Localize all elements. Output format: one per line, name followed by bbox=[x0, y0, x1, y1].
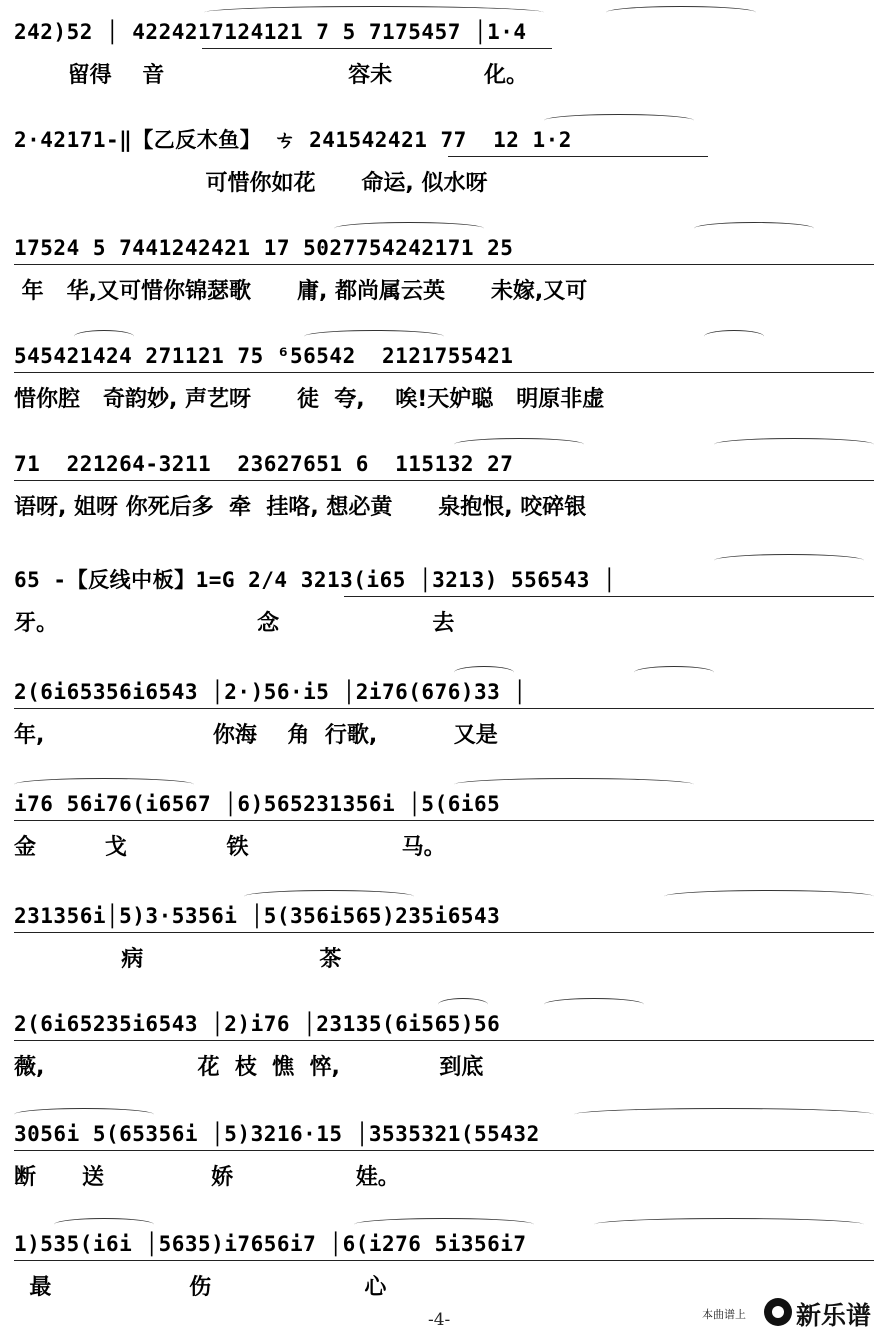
underline-beam bbox=[14, 932, 874, 933]
score-system bbox=[14, 560, 876, 660]
underline-beam bbox=[14, 708, 874, 709]
lyrics-line: 牙。 念 去 bbox=[14, 611, 455, 636]
slur bbox=[454, 438, 584, 451]
notation-line: 65 -【反线中板】1=G 2/4 3213(i65 │3213) 556543 │ bbox=[14, 568, 617, 592]
slur bbox=[438, 998, 488, 1011]
slur bbox=[74, 330, 134, 343]
underline-beam bbox=[14, 372, 874, 373]
notation-line: 2·42171-‖【乙反木鱼】 ㄘ 241542421 77 12 1·2 bbox=[14, 128, 572, 152]
score-system bbox=[14, 444, 876, 544]
notation-line: 2(6i65356i6543 │2·)56·i5 │2i76(676)33 │ bbox=[14, 680, 527, 704]
page-number: -4- bbox=[428, 1310, 451, 1330]
lyrics-line: 病 茶 bbox=[14, 947, 342, 972]
brand-watermark bbox=[702, 1296, 878, 1328]
score-system bbox=[14, 896, 876, 996]
score-system bbox=[14, 12, 876, 112]
underline-beam bbox=[14, 1260, 874, 1261]
slur bbox=[714, 554, 864, 567]
underline-beam bbox=[14, 820, 874, 821]
underline-beam bbox=[448, 156, 708, 157]
lyrics-line: 年 华,又可惜你锦瑟歌 庸, 都尚属云英 未嫁,又可 bbox=[14, 279, 588, 304]
notation-line: 242)52 │ 4224217124121 7 5 7175457 │1·4 bbox=[14, 20, 527, 44]
slur bbox=[14, 1108, 154, 1121]
slur bbox=[544, 114, 694, 127]
notation-line: 2(6i65235i6543 │2)i76 │23135(6i565)56 bbox=[14, 1012, 501, 1036]
score-system bbox=[14, 120, 876, 220]
slur bbox=[354, 1218, 534, 1231]
brand-caption: 本曲谱上 bbox=[702, 1308, 746, 1321]
lyrics-line: 断 送 娇 娃。 bbox=[14, 1165, 400, 1190]
slur bbox=[454, 778, 694, 791]
record-logo-icon bbox=[764, 1298, 792, 1326]
underline-beam bbox=[202, 48, 552, 49]
slur bbox=[664, 890, 874, 903]
slur bbox=[204, 6, 544, 19]
notation-line: i76 56i76(i6567 │6)565231356i │5(6i65 bbox=[14, 792, 501, 816]
score-system bbox=[14, 336, 876, 436]
lyrics-line: 语呀, 姐呀 你死后多 牵 挂咯, 想必黄 泉抱恨, 咬碎银 bbox=[14, 495, 587, 520]
score-system bbox=[14, 672, 876, 772]
slur bbox=[334, 222, 484, 235]
slur bbox=[694, 222, 814, 235]
slur bbox=[634, 666, 714, 679]
lyrics-line: 惜你腔 奇韵妙, 声艺呀 徒 夸, 唉!天妒聪 明原非虚 bbox=[14, 387, 605, 412]
lyrics-line: 留得 音 容未 化。 bbox=[14, 63, 528, 88]
score-system bbox=[14, 784, 876, 884]
underline-beam bbox=[14, 1150, 874, 1151]
slur bbox=[14, 778, 194, 791]
score-system bbox=[14, 228, 876, 328]
slur bbox=[544, 998, 644, 1011]
notation-line: 3056i 5(65356i │5)3216·15 │3535321(55432 bbox=[14, 1122, 540, 1146]
notation-line: 71 221264-3211 23627651 6 115132 27 bbox=[14, 452, 514, 476]
slur bbox=[714, 438, 874, 451]
notation-line: 231356i│5)3·5356i │5(356i565)235i6543 bbox=[14, 904, 501, 928]
lyrics-line: 金 戈 铁 马。 bbox=[14, 835, 446, 860]
slur bbox=[574, 1108, 874, 1121]
underline-beam bbox=[14, 264, 874, 265]
slur bbox=[594, 1218, 864, 1231]
lyrics-line: 年, 你海 角 行歌, 又是 bbox=[14, 723, 498, 748]
notation-line: 545421424 271121 75 ⁶56542 2121755421 bbox=[14, 344, 514, 368]
notation-line: 17524 5 7441242421 17 5027754242171 25 bbox=[14, 236, 514, 260]
underline-beam bbox=[14, 480, 874, 481]
brand-name: 新乐谱 bbox=[796, 1301, 872, 1330]
notation-line: 1)535(i6i │5635)i7656i7 │6(i276 5i356i7 bbox=[14, 1232, 527, 1256]
lyrics-line: 可惜你如花 命运, 似水呀 bbox=[14, 171, 488, 196]
slur bbox=[304, 330, 444, 343]
slur bbox=[606, 6, 756, 19]
slur bbox=[54, 1218, 154, 1231]
score-system bbox=[14, 1114, 876, 1214]
underline-beam bbox=[14, 1040, 874, 1041]
slur bbox=[454, 666, 514, 679]
underline-beam bbox=[344, 596, 874, 597]
slur bbox=[244, 890, 414, 903]
score-system bbox=[14, 1004, 876, 1104]
slur bbox=[704, 330, 764, 343]
lyrics-line: 薇, 花 枝 憔 悴, 到底 bbox=[14, 1055, 484, 1080]
lyrics-line: 最 伤 心 bbox=[14, 1275, 387, 1300]
